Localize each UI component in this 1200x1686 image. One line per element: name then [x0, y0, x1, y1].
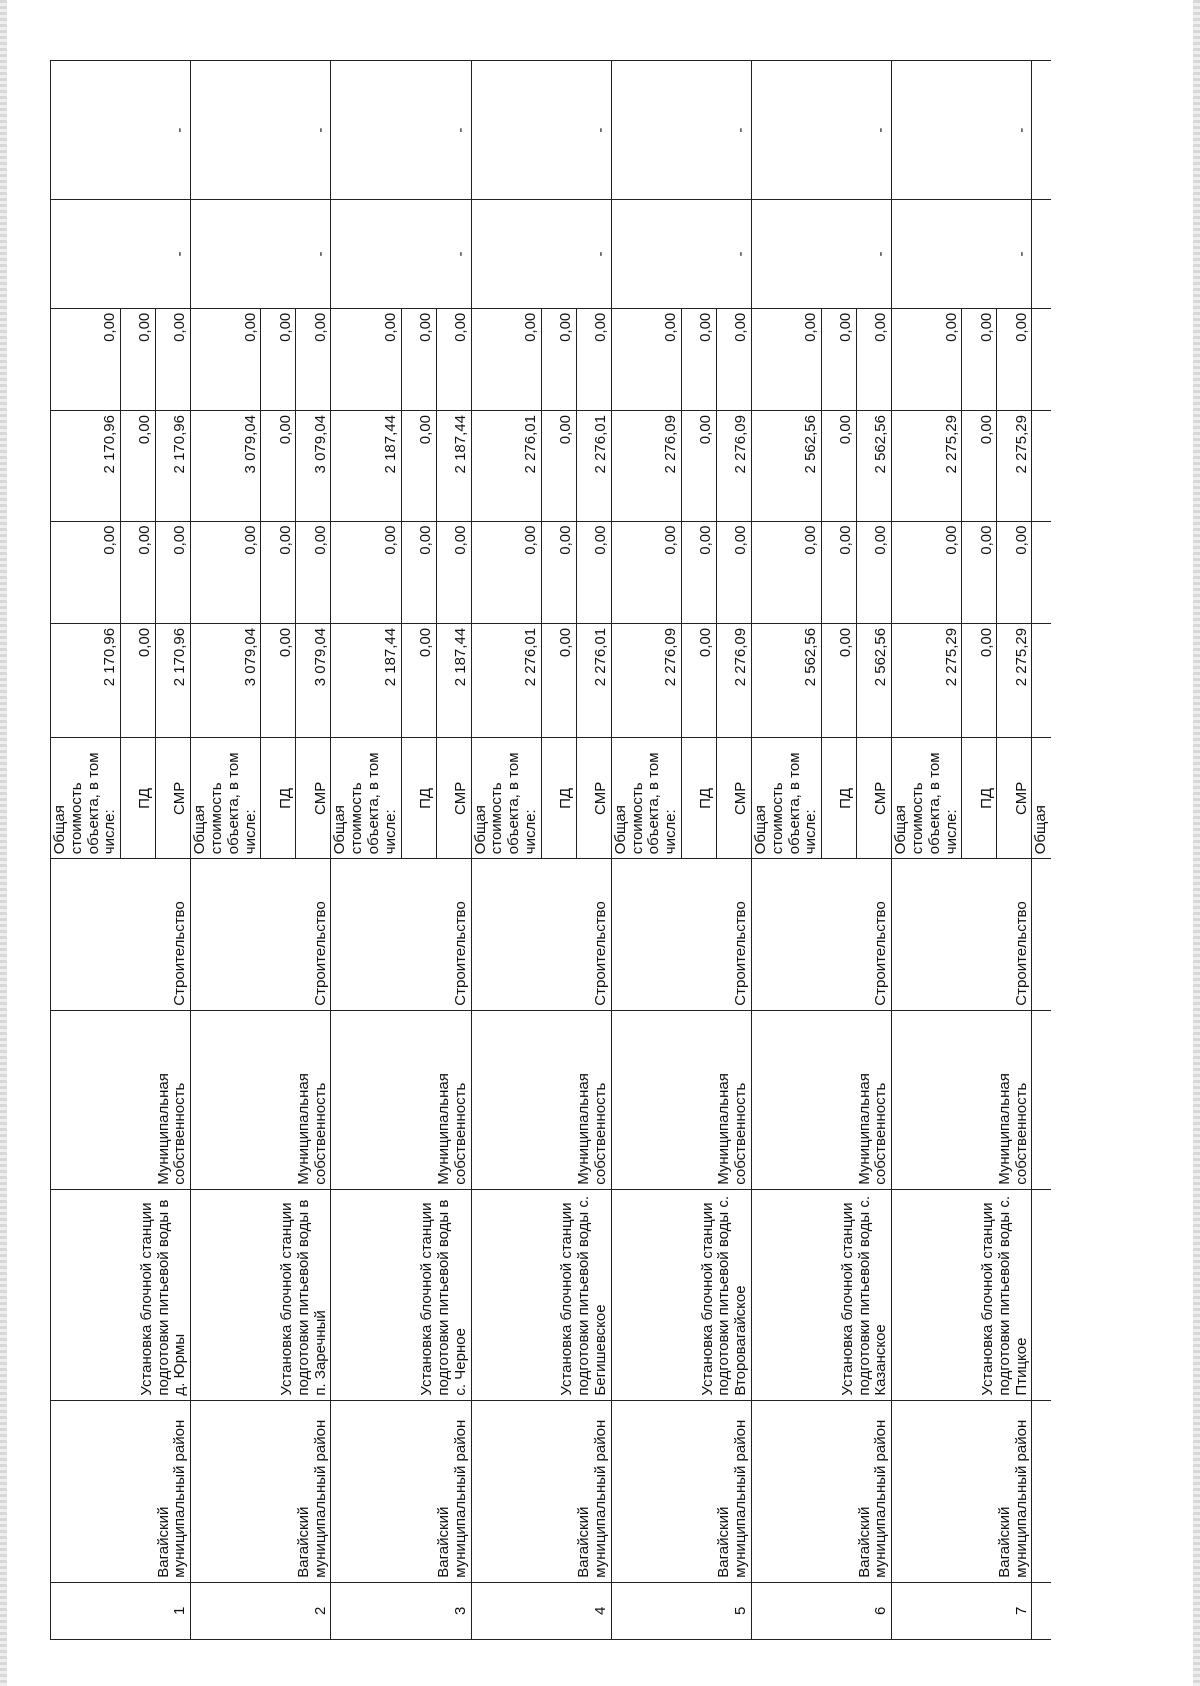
smr-value-2: 0,00 — [296, 521, 331, 623]
total-value-3: 2 187,44 — [331, 411, 401, 522]
row-number: 5 — [611, 1582, 751, 1639]
object-name-cell: Установка блочной станции подготовки питьевой воды в с. Черное — [331, 1189, 471, 1400]
smr-value-4: 0,00 — [716, 308, 751, 410]
row-number: 3 — [331, 1582, 471, 1639]
total-value-1: 3 079,04 — [191, 623, 261, 738]
continuation-label: Общая — [1032, 738, 1051, 859]
smr-value-2: 0,00 — [156, 521, 191, 623]
continuation-empty-cell — [1032, 1010, 1051, 1189]
cost-label-smr: СМР — [296, 738, 331, 859]
continuation-empty-cell — [1032, 308, 1051, 410]
total-value-4: 0,00 — [471, 308, 541, 410]
table-body — [51, 61, 1052, 1640]
pd-value-1: 0,00 — [541, 623, 576, 738]
district-cell: Вагайский муниципальный район — [751, 1400, 891, 1582]
rotated-document-sheet — [50, 60, 1050, 1640]
smr-value-1: 2 276,09 — [716, 623, 751, 738]
total-value-3: 2 275,29 — [892, 411, 962, 522]
pd-value-3: 0,00 — [681, 411, 716, 522]
dash-cell: - — [191, 61, 331, 200]
total-value-1: 2 187,44 — [331, 623, 401, 738]
pd-value-2: 0,00 — [822, 521, 857, 623]
total-value-4: 0,00 — [611, 308, 681, 410]
continuation-empty-cell — [1032, 200, 1051, 308]
scan-left-edge — [0, 0, 7, 1686]
district-cell: Вагайский муниципальный район — [611, 1400, 751, 1582]
smr-value-1: 2 562,56 — [857, 623, 892, 738]
cost-label-smr: СМР — [857, 738, 892, 859]
smr-value-4: 0,00 — [576, 308, 611, 410]
total-value-2: 0,00 — [471, 521, 541, 623]
object-name-cell: Установка блочной станции подготовки питьевой воды в п. Заречный — [191, 1189, 331, 1400]
smr-value-4: 0,00 — [296, 308, 331, 410]
smr-value-1: 2 276,01 — [576, 623, 611, 738]
pd-value-3: 0,00 — [962, 411, 997, 522]
pd-value-3: 0,00 — [121, 411, 156, 522]
pd-value-4: 0,00 — [962, 308, 997, 410]
total-value-4: 0,00 — [51, 308, 121, 410]
dash-cell: - — [331, 61, 471, 200]
object-name-cell: Установка блочной станции подготовки питьевой воды с. Бегишевское — [471, 1189, 611, 1400]
cost-label-total: Общая стоимость объекта, в том числе: — [471, 738, 541, 859]
pd-value-4: 0,00 — [822, 308, 857, 410]
work-type-cell: Строительство — [331, 859, 471, 1010]
total-value-1: 2 275,29 — [892, 623, 962, 738]
total-value-3: 2 276,01 — [471, 411, 541, 522]
table-row — [892, 61, 962, 1640]
district-cell: Вагайский муниципальный район — [191, 1400, 331, 1582]
total-value-1: 2 276,01 — [471, 623, 541, 738]
row-number: 6 — [751, 1582, 891, 1639]
total-value-1: 2 276,09 — [611, 623, 681, 738]
work-type-cell: Строительство — [471, 859, 611, 1010]
smr-value-1: 2 275,29 — [997, 623, 1032, 738]
dash-cell: - — [892, 61, 1032, 200]
pd-value-4: 0,00 — [261, 308, 296, 410]
dash-cell: - — [331, 200, 471, 308]
continuation-empty-cell — [1032, 1400, 1051, 1582]
smr-value-3: 2 562,56 — [857, 411, 892, 522]
continuation-empty-cell — [1032, 1189, 1051, 1400]
pd-value-1: 0,00 — [681, 623, 716, 738]
pd-value-2: 0,00 — [541, 521, 576, 623]
table-row — [611, 61, 681, 1640]
total-value-1: 2 562,56 — [751, 623, 821, 738]
cost-label-pd: ПД — [541, 738, 576, 859]
cost-label-pd: ПД — [822, 738, 857, 859]
smr-value-1: 2 170,96 — [156, 623, 191, 738]
pd-value-2: 0,00 — [401, 521, 436, 623]
smr-value-4: 0,00 — [436, 308, 471, 410]
cost-label-smr: СМР — [997, 738, 1032, 859]
pd-value-4: 0,00 — [121, 308, 156, 410]
total-value-2: 0,00 — [191, 521, 261, 623]
pd-value-2: 0,00 — [121, 521, 156, 623]
cost-label-smr: СМР — [436, 738, 471, 859]
work-type-cell: Строительство — [892, 859, 1032, 1010]
dash-cell: - — [471, 200, 611, 308]
smr-value-3: 2 276,01 — [576, 411, 611, 522]
dash-cell: - — [751, 61, 891, 200]
cost-label-pd: ПД — [121, 738, 156, 859]
row-number: 1 — [51, 1582, 191, 1639]
smr-value-2: 0,00 — [997, 521, 1032, 623]
dash-cell: - — [51, 61, 191, 200]
ownership-cell: Муниципальная собственность — [892, 1010, 1032, 1189]
ownership-cell: Муниципальная собственность — [471, 1010, 611, 1189]
ownership-cell: Муниципальная собственность — [331, 1010, 471, 1189]
continuation-empty-cell — [1032, 521, 1051, 623]
cost-label-pd: ПД — [962, 738, 997, 859]
smr-value-2: 0,00 — [857, 521, 892, 623]
table-row — [471, 61, 541, 1640]
pd-value-3: 0,00 — [541, 411, 576, 522]
smr-value-1: 3 079,04 — [296, 623, 331, 738]
total-value-2: 0,00 — [611, 521, 681, 623]
total-value-2: 0,00 — [892, 521, 962, 623]
dash-cell: - — [191, 200, 331, 308]
cost-label-total: Общая стоимость объекта, в том числе: — [51, 738, 121, 859]
smr-value-2: 0,00 — [436, 521, 471, 623]
smr-value-2: 0,00 — [716, 521, 751, 623]
work-type-cell: Строительство — [191, 859, 331, 1010]
district-cell: Вагайский муниципальный район — [892, 1400, 1032, 1582]
work-type-cell: Строительство — [751, 859, 891, 1010]
cost-label-total: Общая стоимость объекта, в том числе: — [611, 738, 681, 859]
continuation-empty-cell — [1032, 61, 1051, 200]
smr-value-3: 3 079,04 — [296, 411, 331, 522]
investment-objects-table — [50, 60, 1051, 1640]
table-row — [331, 61, 401, 1640]
object-name-cell: Установка блочной станции подготовки питьевой воды в д. Юрмы — [51, 1189, 191, 1400]
total-value-3: 3 079,04 — [191, 411, 261, 522]
continuation-empty-cell — [1032, 1582, 1051, 1639]
district-cell: Вагайский муниципальный район — [471, 1400, 611, 1582]
pd-value-4: 0,00 — [681, 308, 716, 410]
pd-value-2: 0,00 — [962, 521, 997, 623]
ownership-cell: Муниципальная собственность — [751, 1010, 891, 1189]
continuation-empty-cell — [1032, 623, 1051, 738]
cost-label-smr: СМР — [576, 738, 611, 859]
dash-cell: - — [51, 200, 191, 308]
total-value-2: 0,00 — [751, 521, 821, 623]
dash-cell: - — [751, 200, 891, 308]
smr-value-4: 0,00 — [997, 308, 1032, 410]
pd-value-1: 0,00 — [261, 623, 296, 738]
ownership-cell: Муниципальная собственность — [611, 1010, 751, 1189]
object-name-cell: Установка блочной станции подготовки питьевой воды с. Казанское — [751, 1189, 891, 1400]
pd-value-3: 0,00 — [261, 411, 296, 522]
pd-value-4: 0,00 — [401, 308, 436, 410]
cost-label-pd: ПД — [401, 738, 436, 859]
dash-cell: - — [471, 61, 611, 200]
cost-label-total: Общая стоимость объекта, в том числе: — [191, 738, 261, 859]
table-row — [751, 61, 821, 1640]
pd-value-4: 0,00 — [541, 308, 576, 410]
total-value-4: 0,00 — [331, 308, 401, 410]
table-row — [191, 61, 261, 1640]
ownership-cell: Муниципальная собственность — [51, 1010, 191, 1189]
smr-value-4: 0,00 — [156, 308, 191, 410]
pd-value-3: 0,00 — [401, 411, 436, 522]
work-type-cell: Строительство — [51, 859, 191, 1010]
cost-label-total: Общая стоимость объекта, в том числе: — [331, 738, 401, 859]
cost-label-pd: ПД — [681, 738, 716, 859]
total-value-2: 0,00 — [331, 521, 401, 623]
total-value-1: 2 170,96 — [51, 623, 121, 738]
continuation-row — [1032, 61, 1051, 1640]
cost-label-pd: ПД — [261, 738, 296, 859]
pd-value-1: 0,00 — [962, 623, 997, 738]
smr-value-4: 0,00 — [857, 308, 892, 410]
cost-label-smr: СМР — [156, 738, 191, 859]
continuation-empty-cell — [1032, 411, 1051, 522]
smr-value-1: 2 187,44 — [436, 623, 471, 738]
total-value-3: 2 276,09 — [611, 411, 681, 522]
dash-cell: - — [611, 61, 751, 200]
smr-value-3: 2 170,96 — [156, 411, 191, 522]
ownership-cell: Муниципальная собственность — [191, 1010, 331, 1189]
cost-label-total: Общая стоимость объекта, в том числе: — [751, 738, 821, 859]
smr-value-3: 2 275,29 — [997, 411, 1032, 522]
total-value-3: 2 170,96 — [51, 411, 121, 522]
cost-label-total: Общая стоимость объекта, в том числе: — [892, 738, 962, 859]
total-value-3: 2 562,56 — [751, 411, 821, 522]
district-cell: Вагайский муниципальный район — [51, 1400, 191, 1582]
table-row — [51, 61, 121, 1640]
row-number: 7 — [892, 1582, 1032, 1639]
pd-value-2: 0,00 — [261, 521, 296, 623]
continuation-empty-cell — [1032, 859, 1051, 1010]
pd-value-1: 0,00 — [822, 623, 857, 738]
district-cell: Вагайский муниципальный район — [331, 1400, 471, 1582]
scan-right-edge — [1193, 0, 1200, 1686]
total-value-4: 0,00 — [751, 308, 821, 410]
work-type-cell: Строительство — [611, 859, 751, 1010]
pd-value-1: 0,00 — [121, 623, 156, 738]
total-value-4: 0,00 — [892, 308, 962, 410]
dash-cell: - — [892, 200, 1032, 308]
row-number: 4 — [471, 1582, 611, 1639]
object-name-cell: Установка блочной станции подготовки питьевой воды с. Второвагайское — [611, 1189, 751, 1400]
smr-value-2: 0,00 — [576, 521, 611, 623]
object-name-cell: Установка блочной станции подготовки питьевой воды с. Птицкое — [892, 1189, 1032, 1400]
smr-value-3: 2 187,44 — [436, 411, 471, 522]
row-number: 2 — [191, 1582, 331, 1639]
pd-value-2: 0,00 — [681, 521, 716, 623]
pd-value-3: 0,00 — [822, 411, 857, 522]
total-value-2: 0,00 — [51, 521, 121, 623]
pd-value-1: 0,00 — [401, 623, 436, 738]
smr-value-3: 2 276,09 — [716, 411, 751, 522]
cost-label-smr: СМР — [716, 738, 751, 859]
total-value-4: 0,00 — [191, 308, 261, 410]
dash-cell: - — [611, 200, 751, 308]
